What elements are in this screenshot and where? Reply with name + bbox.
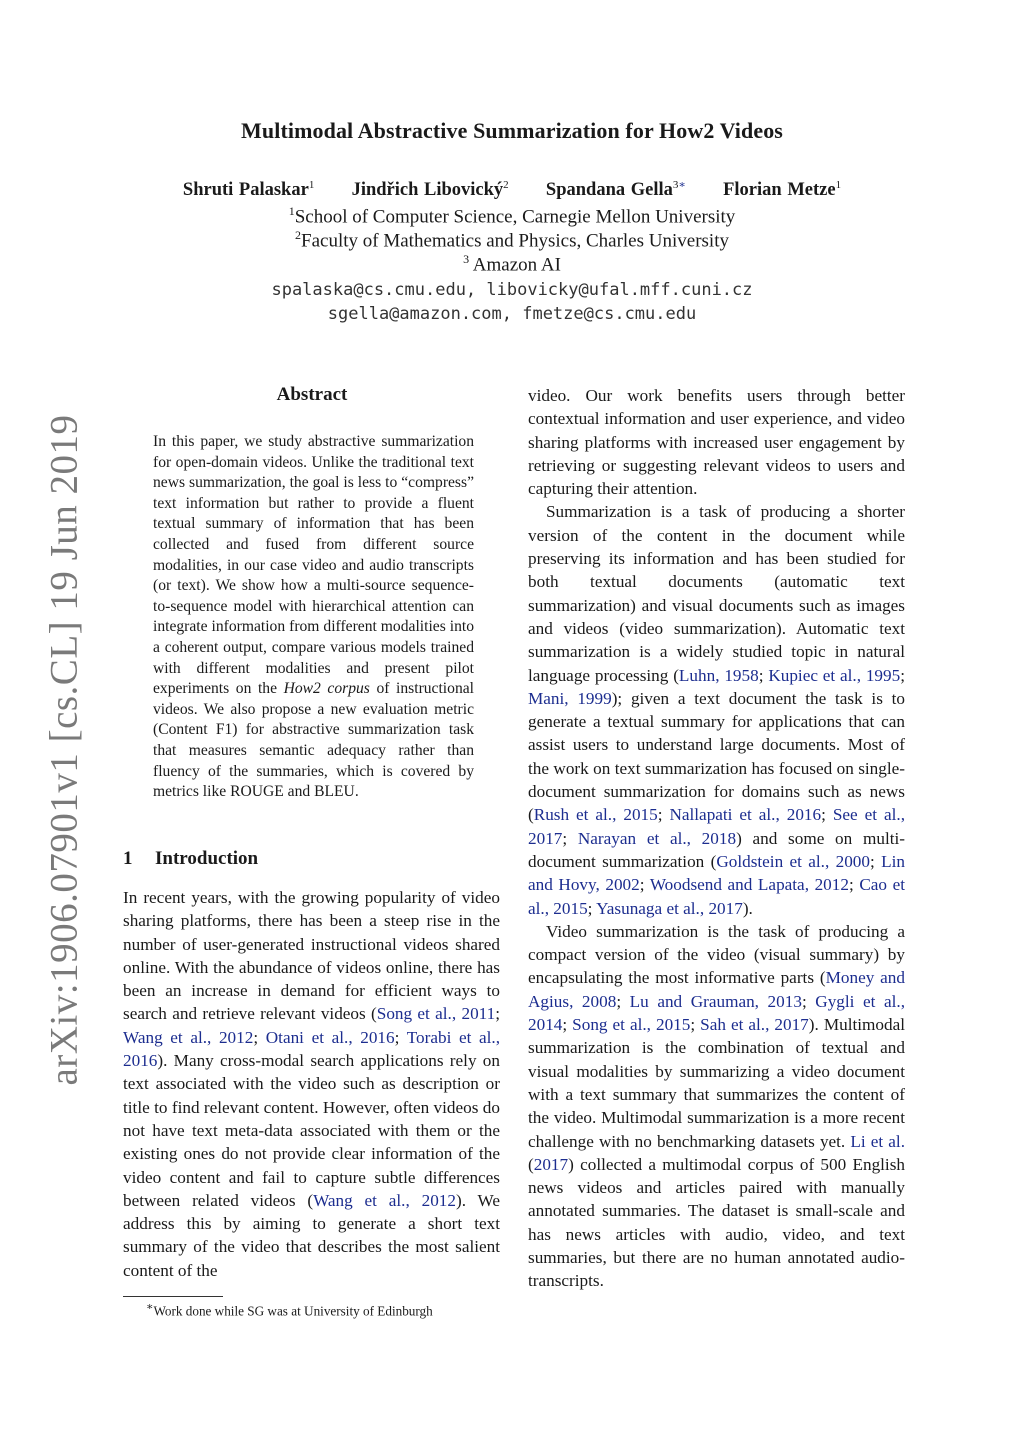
- citation-link[interactable]: Wang et al., 2012: [123, 1027, 254, 1047]
- section-title: Introduction: [155, 848, 259, 869]
- citation-link[interactable]: Song et al., 2015: [572, 1015, 691, 1035]
- citation-link[interactable]: Sah et al., 2017: [700, 1015, 809, 1035]
- citation-link[interactable]: Cao et al., 2015: [528, 875, 906, 918]
- section-heading: [123, 848, 258, 870]
- abstract-italic: How2 corpus: [283, 680, 370, 698]
- affiliation: [0, 228, 1024, 252]
- citation-link[interactable]: Lin and Hovy, 2002: [528, 851, 905, 895]
- body-text: ;: [870, 851, 882, 871]
- footnote-star[interactable]: ∗: [678, 179, 686, 191]
- body-text: ;: [848, 875, 860, 895]
- author-name: Florian Metze: [723, 180, 836, 201]
- body-text: ;: [690, 1015, 701, 1035]
- right-column: [528, 384, 905, 1293]
- body-text: ). Multimodal summarization is the combination of textual and visual modalities by summarizing a video document with a text summary that summarizes the content of the video. Multimodal summarization is a more recent challenge with no benchmarking datasets yet.: [528, 1015, 905, 1151]
- paragraph: [123, 886, 500, 1282]
- author-name: Shruti Palaskar: [182, 180, 309, 201]
- citation-link[interactable]: Mani, 1999: [528, 688, 612, 708]
- paragraph: [528, 500, 905, 919]
- citation-link[interactable]: Money and Agius, 2008: [528, 968, 905, 1011]
- author-affil-mark: 2: [503, 179, 509, 191]
- citation-link[interactable]: Goldstein et al., 2000: [716, 851, 870, 871]
- body-text: ). We address this by aiming to generate a short text summary of the video that describes the most salient content of the: [123, 1190, 500, 1280]
- citation-link[interactable]: Narayan et al., 2018: [577, 828, 737, 848]
- citation-link[interactable]: Yasunaga et al., 2017: [596, 898, 743, 918]
- footnote-rule: [123, 1296, 223, 1297]
- body-text: (: [528, 1154, 534, 1174]
- citation-link[interactable]: Luhn, 1958: [678, 665, 759, 685]
- body-text: ) collected a multimodal corpus of 500 English news videos and articles paired with manually annotated summaries. The dataset is small-scale and has news articles with audio, video, and text summaries, but there are no human annotated audio-transcripts.: [528, 1154, 905, 1291]
- citation-link[interactable]: See et al., 2017: [528, 805, 905, 848]
- citation-link[interactable]: Li et al.: [850, 1131, 905, 1151]
- paragraph: [528, 384, 905, 500]
- email-line: sgella@amazon.com, fmetze@cs.cmu.edu: [327, 304, 697, 324]
- citation-link[interactable]: Nallapati et al., 2016: [669, 805, 822, 825]
- body-text: ;: [758, 665, 769, 685]
- affil-text: Amazon AI: [469, 254, 561, 276]
- affil-mark: 2: [295, 228, 302, 242]
- email-line: spalaska@cs.cmu.edu, libovicky@ufal.mff.cuni.cz: [271, 280, 753, 300]
- citation-link[interactable]: Torabi et al., 2016: [123, 1027, 501, 1071]
- affil-mark: 1: [288, 204, 295, 218]
- abstract-text: of instructional videos. We also propose a new evaluation metric (Content F1) for abstractive summarization task that measures semantic adequacy rather than fluency of the summaries, which is covered by metrics like ROUGE and BLEU.: [153, 680, 474, 801]
- body-text: In recent years, with the growing popularity of video sharing platforms, there has been a steep rise in the number of user-generated instructional videos shared online. With the abundance of videos online, there has been an increase in demand for efficient ways to search and retrieve relevant videos (: [123, 888, 500, 1024]
- body-text: ) and some on multi-document summarization (: [528, 828, 905, 871]
- body-text: ;: [562, 828, 578, 848]
- body-text: ;: [801, 991, 816, 1011]
- author-list: [0, 178, 1024, 201]
- author-affil-mark: 3: [672, 179, 679, 191]
- citation-link[interactable]: 2017: [533, 1154, 569, 1174]
- body-text: ;: [394, 1027, 407, 1047]
- body-text: ); given a text document the task is to generate a textual summary for applications that can assist users to understand large documents. Most of the work on text summarization has focused on single-document summarization for domains such as news (: [528, 688, 905, 825]
- body-text: ;: [495, 1004, 500, 1024]
- author-affil-mark: 1: [835, 179, 842, 191]
- author-name: Spandana Gella: [545, 180, 673, 201]
- body-text: ;: [562, 1015, 573, 1035]
- affil-text: School of Computer Science, Carnegie Mellon University: [294, 206, 736, 228]
- arxiv-stamp: arXiv:1906.07901v1 [cs.CL] 19 Jun 2019: [42, 414, 86, 1086]
- affiliation: [0, 252, 1024, 276]
- footnote-text: Work done while SG was at University of Edinburgh: [153, 1303, 433, 1319]
- author-name: Jindřich Libovický: [351, 180, 504, 201]
- author-affil-mark: 1: [308, 179, 315, 191]
- body-text: video. Our work benefits users through better contextual information and user experience, and video sharing platforms with increased user engagement by retrieving or suggesting relevant videos to users and capturing their attention.: [528, 386, 905, 499]
- abstract-text: In this paper, we study abstractive summarization for open-domain videos. Unlike the traditional text news summarization, the goal is less to “compress” text information but rather to provide a fluent textual summary of information that has been collected and fused from different source modalities, in our case video and audio transcripts (or text). We show how a multi-source sequence-to-sequence model with hierarchical attention can integrate information from different modalities into a coherent output, compare various models trained with different modalities and present pilot experiments on the: [153, 433, 474, 698]
- citation-link[interactable]: Lu and Grauman, 2013: [629, 991, 802, 1011]
- citation-link[interactable]: Kupiec et al., 1995: [768, 665, 901, 685]
- body-text: ;: [821, 805, 833, 825]
- paper-title: Multimodal Abstractive Summarization for How2 Videos: [241, 118, 783, 143]
- body-text: Summarization is a task of producing a shorter version of the content in the document while preserving its information and has been studied for both textual documents (automatic text summarization) and visual documents such as images and videos (video summarization). Automatic text summarization is a widely studied topic in natural language processing (: [528, 502, 905, 685]
- body-text: ;: [253, 1027, 266, 1047]
- affil-text: Faculty of Mathematics and Physics, Charles University: [301, 230, 729, 252]
- body-text: ). Many cross-modal search applications rely on text associated with the video such as description or title to find relevant content. However, often videos do not have text meta-data associated with them or the existing ones do not provide clear information of the video content and fail to capture subtle differences between related videos (: [123, 1051, 500, 1210]
- body-text: ;: [616, 991, 630, 1011]
- paragraph: [528, 920, 905, 1293]
- abstract-heading: Abstract: [276, 384, 348, 405]
- abstract-body: [153, 432, 474, 803]
- footnote: [146, 1300, 433, 1319]
- body-text: ).: [742, 898, 753, 918]
- body-text: ;: [587, 898, 597, 918]
- body-text: Video summarization is the task of producing a compact version of the video (visual summary) by encapsulating the most informative parts (: [528, 921, 905, 988]
- citation-link[interactable]: Rush et al., 2015: [533, 805, 658, 825]
- affil-mark: 3: [463, 252, 470, 266]
- section-number: 1: [123, 848, 133, 869]
- citation-link[interactable]: Woodsend and Lapata, 2012: [649, 875, 849, 895]
- body-text: ;: [657, 805, 670, 825]
- intro-left-column: [123, 886, 500, 1282]
- citation-link[interactable]: Otani et al., 2016: [265, 1027, 395, 1047]
- body-text: ;: [900, 665, 905, 685]
- footnote-mark: ∗: [146, 1301, 154, 1313]
- affiliation: [0, 204, 1024, 228]
- citation-link[interactable]: Gygli et al., 2014: [528, 991, 905, 1035]
- citation-link[interactable]: Song et al., 2011: [376, 1004, 496, 1024]
- body-text: ;: [639, 875, 650, 895]
- citation-link[interactable]: Wang et al., 2012: [313, 1190, 456, 1210]
